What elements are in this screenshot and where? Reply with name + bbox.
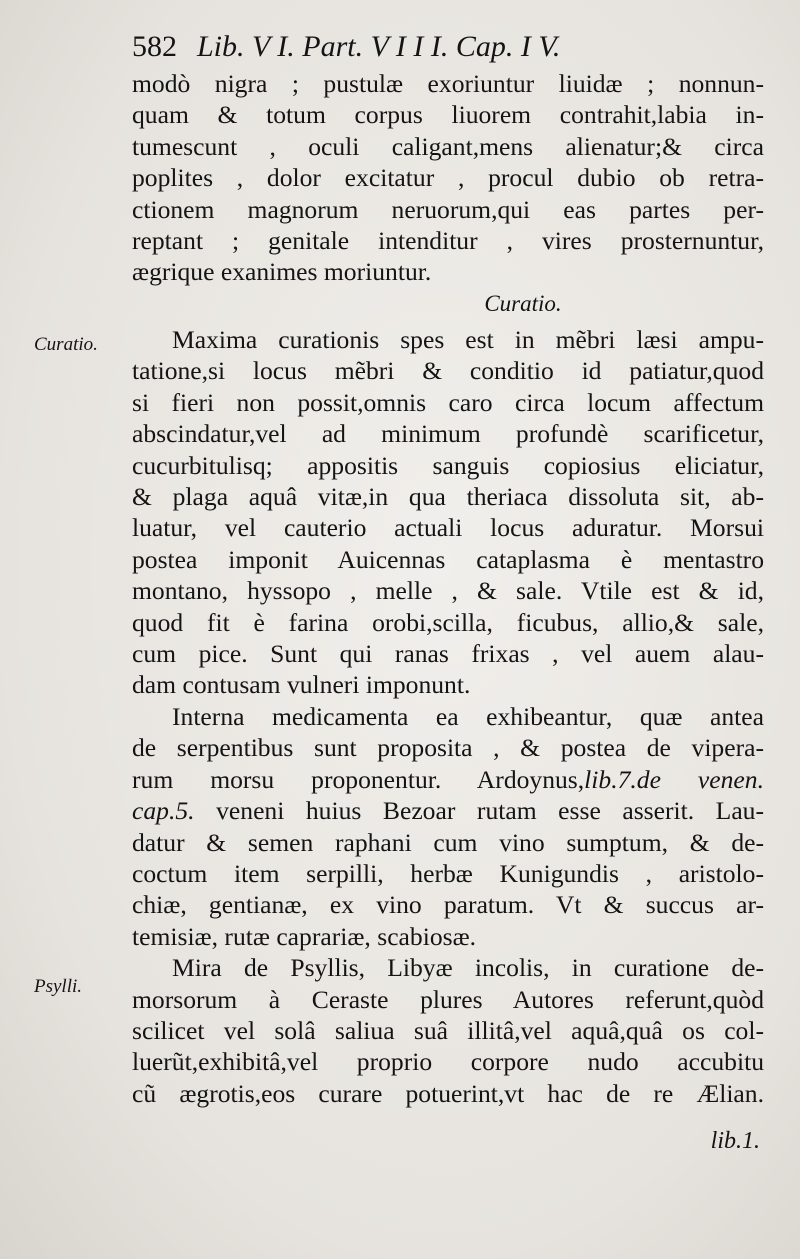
text-line: Maxima curationis spes est in mẽbri læsi ampu-: [172, 325, 764, 354]
text-line: coctum item serpilli, herbæ Kunigundis , aristolo-: [132, 858, 764, 888]
text-line: luatur, vel cauterio actuali locus aduratur. Morsui: [132, 513, 764, 543]
margin-note-psylli: Psylli.: [34, 976, 83, 997]
running-title: Lib. V I. Part. V I I I. Cap. I V.: [197, 30, 561, 63]
text-line: Interna medicamenta ea exhibeantur, quæ antea: [172, 701, 764, 731]
text-line: tumescunt , oculi caligant,mens alienatur;& circa: [132, 131, 764, 161]
text-line: [132, 795, 764, 826]
text-line: morsorum à Ceraste plures Autores referunt,quòd: [132, 984, 764, 1014]
text-line: quod fit è farina orobi,scilla, ficubus, allio,& sale,: [132, 607, 764, 637]
text-line: cum pice. Sunt qui ranas frixas , vel auem alau-: [132, 639, 764, 669]
text-line: ctionem magnorum neruorum,qui eas partes per-: [132, 194, 764, 224]
text-line: dam contusam vulneri imponunt.: [132, 670, 471, 700]
text-line: de serpentibus sunt proposita , & postea de vipera-: [132, 733, 764, 763]
text-run: rum morsu proponentur. Ardoynus,: [132, 764, 585, 794]
text-block-symptoms: [132, 68, 764, 319]
text-line: Mira de Psyllis, Libyæ incolis, in curatione de-: [172, 953, 764, 983]
text-line: si fieri non possit,omnis caro circa locum affectum: [132, 387, 764, 417]
text-line: montano, hyssopo , melle , & sale. Vtile est & id,: [132, 576, 764, 606]
text-line: chiæ, gentianæ, ex vino paratum. Vt & succus ar-: [132, 890, 764, 920]
text-line: abscindatur,vel ad minimum profundè scarificetur,: [132, 419, 764, 449]
margin-note-curatio: Curatio.: [34, 334, 98, 355]
text-run: veneni huius Bezoar rutam esse asserit. Lau-: [194, 796, 764, 826]
text-line: datur & semen raphani cum vino sumptum, & de-: [132, 827, 764, 857]
citation: cap.5.: [132, 796, 195, 826]
text-line: modò nigra ; pustulæ exoriuntur liuidæ ; nonnun-: [132, 69, 764, 98]
text-line: ægrique exanimes moriuntur.: [132, 257, 432, 287]
text-line: cucurbitulisq; appositis sanguis copiosius eliciatur,: [132, 450, 764, 480]
text-line: postea imponit Auicennas cataplasma è mentastro: [132, 544, 764, 574]
text-line: & plaga aquâ vitæ,in qua theriaca dissoluta sit, ab-: [132, 482, 764, 512]
text-line: reptant ; genitale intenditur , vires prosternuntur,: [132, 226, 764, 256]
text-line: temisiæ, rutæ caprariæ, scabiosæ.: [132, 921, 477, 951]
catchword: lib.1.: [710, 1128, 760, 1154]
text-block-curatio: [132, 324, 764, 1109]
section-subheading: Curatio.: [484, 290, 562, 316]
text-line: [132, 764, 764, 795]
citation: lib.7.de venen.: [584, 764, 764, 794]
page-number: 582: [132, 30, 177, 63]
text-line: quam & totum corpus liuorem contrahit,labia in-: [132, 100, 764, 130]
text-line: poplites , dolor excitatur , procul dubio ob retra-: [132, 163, 764, 193]
text-line: scilicet vel solâ saliua suâ illitâ,vel aquâ,quâ os col-: [132, 1015, 764, 1045]
text-line: tatione,si locus mẽbri & conditio id patiatur,quod: [132, 356, 764, 386]
text-line: luerũt,exhibitâ,vel proprio corpore nudo accubitu: [132, 1047, 764, 1077]
running-header: [132, 30, 772, 64]
text-line: cũ ægrotis,eos curare potuerint,vt hac de re Ælian.: [132, 1078, 764, 1108]
